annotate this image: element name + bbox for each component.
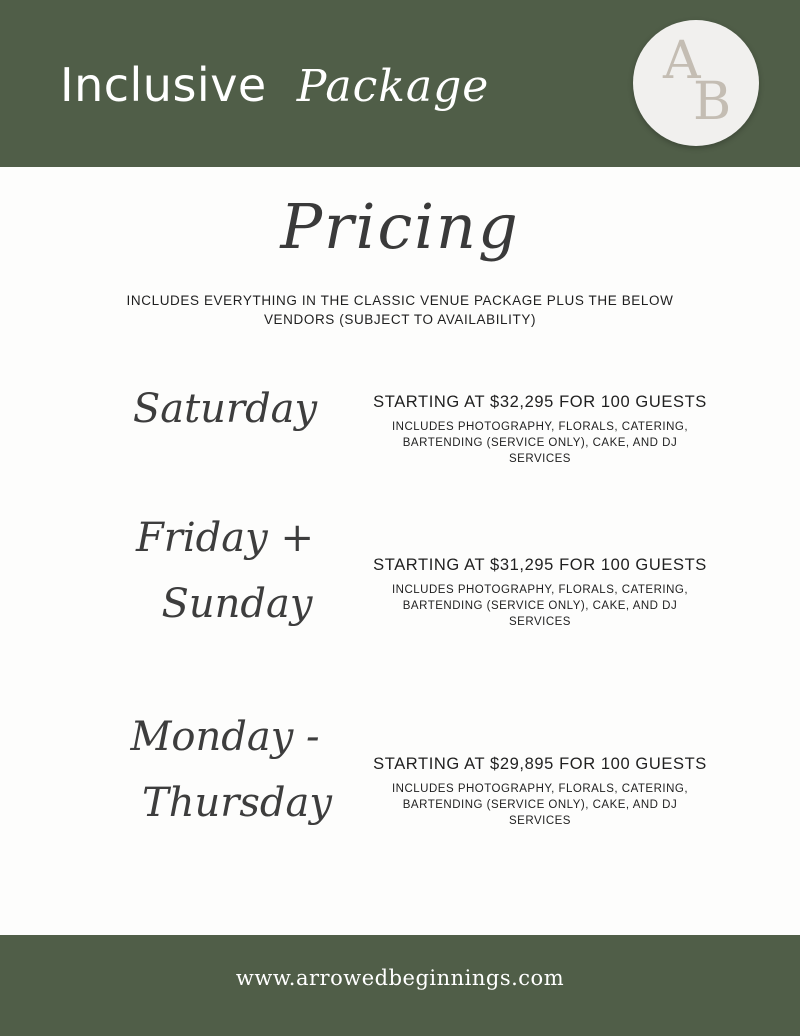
price-includes: INCLUDES PHOTOGRAPHY, FLORALS, CATERING, BARTENDING (SERVICE ONLY), CAKE, AND DJ SERVICES: [391, 584, 689, 628]
logo-letter-a: A: [663, 31, 701, 91]
pricing-title: Pricing: [280, 190, 520, 263]
day-label-friday-sunday: [110, 505, 340, 637]
price-includes: INCLUDES PHOTOGRAPHY, FLORALS, CATERING, BARTENDING (SERVICE ONLY), CAKE, AND DJ SERVICES: [391, 421, 689, 465]
intro-text: INCLUDES EVERYTHING IN THE CLASSIC VENUE PACKAGE PLUS THE BELOW VENDORS (SUBJECT TO AVAILABILITY): [126, 293, 674, 327]
page-title: [60, 58, 489, 112]
price-block-monday-thursday: [360, 755, 720, 829]
price-headline: STARTING AT $31,295 FOR 100 GUESTS: [373, 556, 707, 574]
day-line: Friday +: [136, 515, 314, 561]
website-link[interactable]: www.arrowedbeginnings.com: [235, 966, 565, 990]
day-line: Monday -: [130, 714, 320, 760]
day-label-saturday: [110, 376, 340, 442]
price-headline: STARTING AT $32,295 FOR 100 GUESTS: [373, 393, 707, 411]
day-label-monday-thursday: [110, 704, 340, 836]
logo: [633, 20, 759, 146]
day-line: Thursday: [142, 780, 332, 826]
logo-letter-b: B: [693, 72, 732, 132]
price-block-friday-sunday: [360, 556, 720, 630]
title-word: Inclusive: [60, 58, 267, 112]
price-block-saturday: [360, 393, 720, 467]
price-headline: STARTING AT $29,895 FOR 100 GUESTS: [373, 755, 707, 773]
price-includes: INCLUDES PHOTOGRAPHY, FLORALS, CATERING, BARTENDING (SERVICE ONLY), CAKE, AND DJ SERVICES: [391, 783, 689, 827]
day-line: Saturday: [132, 386, 318, 432]
day-line: Sunday: [161, 581, 313, 627]
title-script: Package: [296, 61, 490, 112]
